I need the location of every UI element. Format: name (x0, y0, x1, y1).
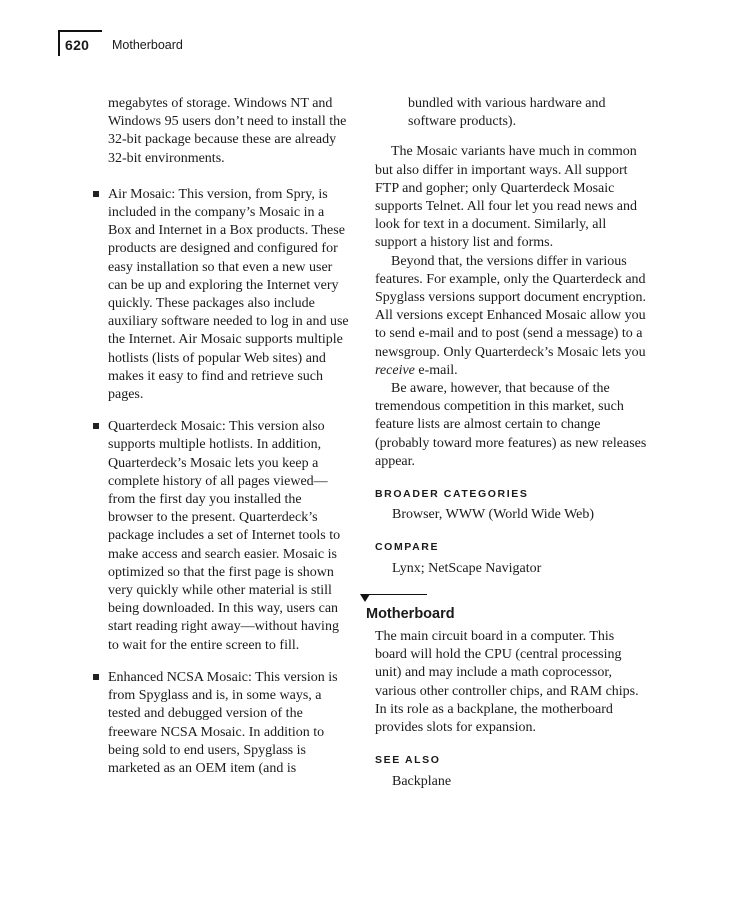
page-number: 620 (65, 37, 90, 53)
continued-bullet-text: bundled with various hardware and software products). (408, 96, 606, 130)
see-also-value: Backplane (392, 773, 452, 789)
broader-categories-label: BROADER CATEGORIES (375, 488, 529, 501)
entry-rule (365, 594, 427, 595)
compare-label: COMPARE (375, 541, 440, 554)
broader-categories-value: Browser, WWW (World Wide Web) (392, 507, 595, 523)
header-rule-horizontal (58, 30, 102, 32)
entry-marker (366, 594, 648, 604)
see-also-label: SEE ALSO (375, 754, 441, 767)
continued-bullet-text: megabytes of storage. Windows NT and Windows 95 users don’t need to install the 32-bit package because these are already 32-bit environments. (108, 96, 347, 166)
paragraph-version-features: Beyond that, the versions differ in various features. For example, only the Quarterdeck and Spyglass versions support document encryption. All versions except Enhanced Mosaic allow you to send e-mail and to post (send a message) to a newsgroup. Only Quarterdeck’s Mosaic lets you receive e-mail. (375, 253, 647, 378)
paragraph-mosaic-variants: The Mosaic variants have much in common but also differ in important ways. All support FTP and gopher; only Quarterdeck Mosaic supports Telnet. All four let you read news and look for text in a document. Similarly, all support a history list and forms. (375, 144, 637, 251)
bullet-quarterdeck-mosaic: Quarterdeck Mosaic: This version also supports multiple hotlists. In addition, Quarterdeck’s Mosaic lets you keep a complete history of all pages viewed—from the first day you installed the browser to the present. Quarterdeck’s package includes a set of Internet tools to make access and search easier. Mosaic is optimized so that the first page is shown very quickly while other material is still being downloaded. In this way, users can start reading right away—without having to wait for the entire screen to fill. (93, 418, 349, 655)
right-column (366, 95, 648, 791)
bullet-enhanced-ncsa-mosaic: Enhanced NCSA Mosaic: This version is from Spyglass and is, in some ways, a tested and debugged version of the freeware NCSA Mosaic. In addition to being sold to end users, Spyglass is marketed as an OEM item (and is (93, 669, 349, 778)
paragraph-competition: Be aware, however, that because of the tremendous competition in this market, such feature lists are almost certain to change (probably toward more features) as new releases appear. (375, 381, 647, 469)
running-head-title: Motherboard (112, 38, 183, 52)
left-column (93, 95, 349, 792)
emphasis-receive: receive (375, 362, 415, 378)
entry-triangle-icon (360, 594, 370, 602)
bullet-air-mosaic: Air Mosaic: This version, from Spry, is included in the company’s Mosaic in a Box and Internet in a Box products. These products are designed and configured for easy installation so that even a new user can be up and exploring the Internet very quickly. These packages also include auxiliary software needed to log in and use the Internet. Air Mosaic supports multiple hotlists (lists of popular Web sites) and makes it easy to find and retrieve such pages. (93, 186, 349, 404)
compare-value: Lynx; NetScape Navigator (392, 560, 542, 576)
entry-heading: Motherboard (366, 605, 455, 622)
entry-definition: The main circuit board in a computer. This board will hold the CPU (central processing unit) and may include a math coprocessor, various other controller chips, and RAM chips. In its role as a backplane, the motherboard provides slots for expansion. (375, 629, 639, 736)
header-rule-vertical (58, 30, 60, 56)
